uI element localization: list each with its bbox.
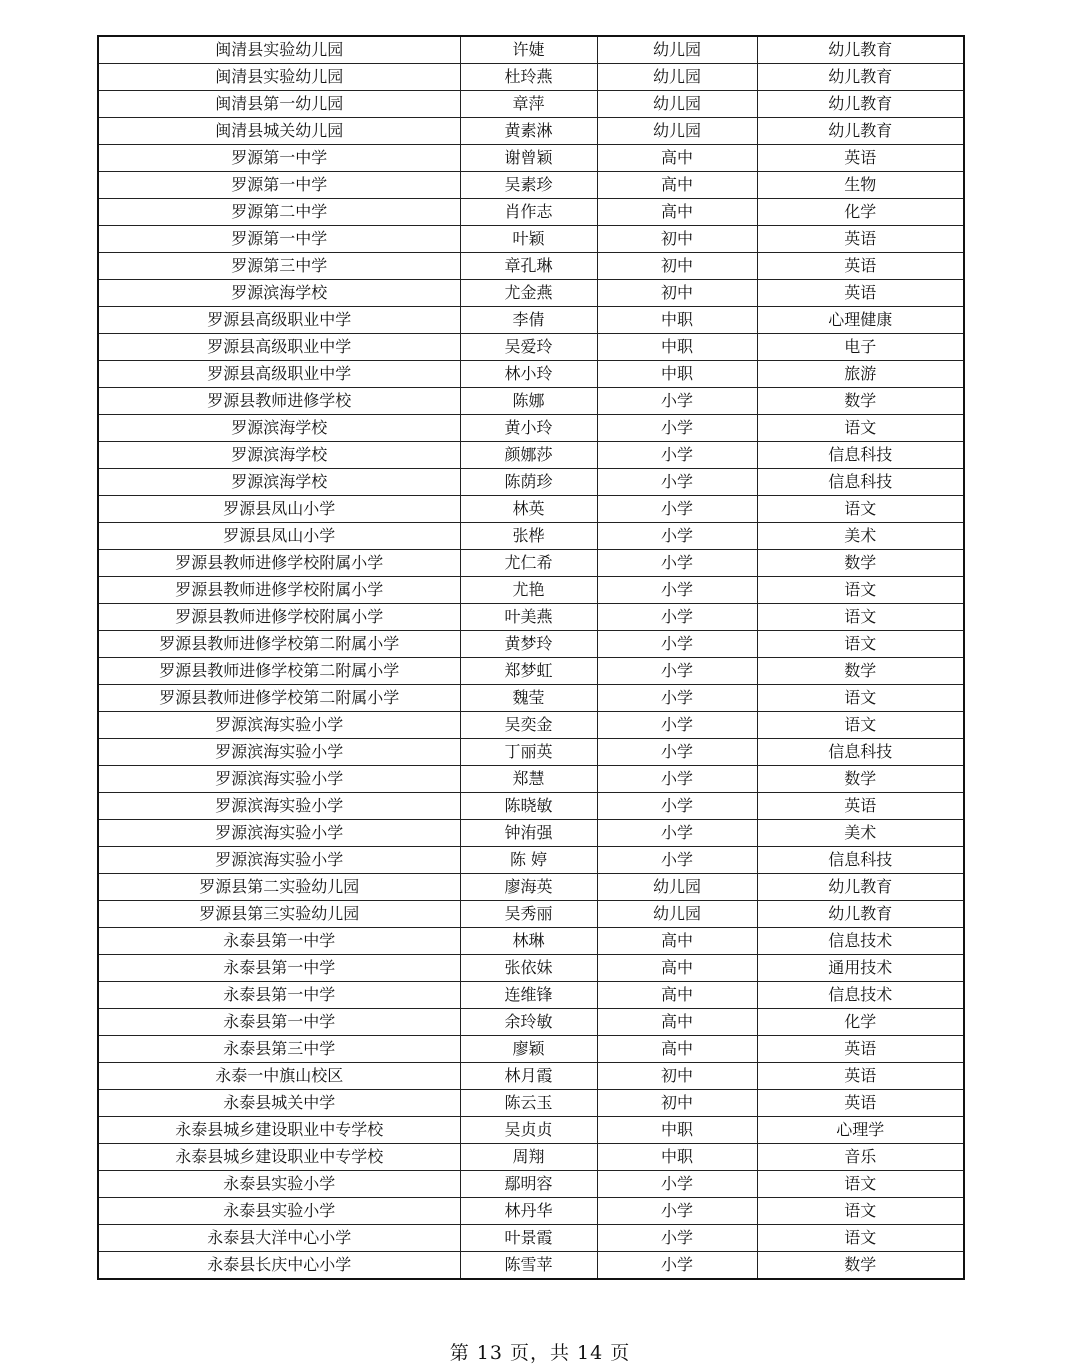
school-cell: 永泰县第三中学: [98, 1036, 460, 1063]
school-cell: 罗源县凤山小学: [98, 496, 460, 523]
school-cell: 永泰一中旗山校区: [98, 1063, 460, 1090]
school-level-cell: 小学: [597, 1252, 757, 1280]
teacher-name-cell: 钟洧强: [460, 820, 597, 847]
teacher-name-cell: 章萍: [460, 91, 597, 118]
school-cell: 罗源滨海学校: [98, 280, 460, 307]
subject-cell: 音乐: [757, 1144, 964, 1171]
school-cell: 罗源滨海实验小学: [98, 847, 460, 874]
teacher-name-cell: 黄素淋: [460, 118, 597, 145]
teacher-name-cell: 吴奕金: [460, 712, 597, 739]
teacher-name-cell: 尤金燕: [460, 280, 597, 307]
subject-cell: 美术: [757, 820, 964, 847]
subject-cell: 心理健康: [757, 307, 964, 334]
teacher-name-cell: 陈荫珍: [460, 469, 597, 496]
school-cell: 永泰县长庆中心小学: [98, 1252, 460, 1280]
school-cell: 永泰县第一中学: [98, 955, 460, 982]
school-cell: 闽清县第一幼儿园: [98, 91, 460, 118]
table-row: [98, 145, 964, 172]
school-level-cell: 小学: [597, 766, 757, 793]
table-row: [98, 604, 964, 631]
school-level-cell: 幼儿园: [597, 64, 757, 91]
school-cell: 罗源县第二实验幼儿园: [98, 874, 460, 901]
subject-cell: 语文: [757, 604, 964, 631]
teacher-name-cell: 郑慧: [460, 766, 597, 793]
school-level-cell: 幼儿园: [597, 901, 757, 928]
subject-cell: 英语: [757, 1090, 964, 1117]
school-level-cell: 小学: [597, 550, 757, 577]
teacher-name-cell: 陈晓敏: [460, 793, 597, 820]
teacher-name-cell: 尤艳: [460, 577, 597, 604]
subject-cell: 信息科技: [757, 847, 964, 874]
school-cell: 罗源县教师进修学校第二附属小学: [98, 685, 460, 712]
table-row: [98, 685, 964, 712]
school-cell: 罗源滨海学校: [98, 469, 460, 496]
teacher-name-cell: 张桦: [460, 523, 597, 550]
school-level-cell: 高中: [597, 928, 757, 955]
teacher-name-cell: 陈娜: [460, 388, 597, 415]
teacher-name-cell: 章孔琳: [460, 253, 597, 280]
school-cell: 罗源滨海实验小学: [98, 766, 460, 793]
subject-cell: 语文: [757, 712, 964, 739]
table-row: [98, 118, 964, 145]
school-cell: 罗源县第三实验幼儿园: [98, 901, 460, 928]
table-row: [98, 793, 964, 820]
subject-cell: 语文: [757, 577, 964, 604]
subject-cell: 数学: [757, 550, 964, 577]
subject-cell: 幼儿教育: [757, 64, 964, 91]
subject-cell: 英语: [757, 253, 964, 280]
subject-cell: 英语: [757, 1036, 964, 1063]
school-level-cell: 初中: [597, 1090, 757, 1117]
table-row: [98, 766, 964, 793]
school-level-cell: 小学: [597, 793, 757, 820]
subject-cell: 信息技术: [757, 982, 964, 1009]
school-level-cell: 幼儿园: [597, 91, 757, 118]
teacher-name-cell: 吴贞贞: [460, 1117, 597, 1144]
school-level-cell: 小学: [597, 469, 757, 496]
table-row: [98, 1225, 964, 1252]
table-row: [98, 577, 964, 604]
subject-cell: 英语: [757, 793, 964, 820]
teacher-name-cell: 杜玲燕: [460, 64, 597, 91]
subject-cell: 心理学: [757, 1117, 964, 1144]
school-cell: 罗源县教师进修学校附属小学: [98, 577, 460, 604]
school-level-cell: 小学: [597, 1171, 757, 1198]
teacher-name-cell: 叶景霞: [460, 1225, 597, 1252]
school-level-cell: 初中: [597, 226, 757, 253]
school-level-cell: 小学: [597, 442, 757, 469]
table-row: [98, 388, 964, 415]
subject-cell: 语文: [757, 631, 964, 658]
school-cell: 罗源滨海实验小学: [98, 793, 460, 820]
school-cell: 闽清县城关幼儿园: [98, 118, 460, 145]
subject-cell: 旅游: [757, 361, 964, 388]
table-row: [98, 874, 964, 901]
school-level-cell: 初中: [597, 253, 757, 280]
school-cell: 永泰县城关中学: [98, 1090, 460, 1117]
school-cell: 罗源第二中学: [98, 199, 460, 226]
teacher-name-cell: 郑梦虹: [460, 658, 597, 685]
table-row: [98, 280, 964, 307]
school-cell: 永泰县第一中学: [98, 1009, 460, 1036]
teacher-name-cell: 吴素珍: [460, 172, 597, 199]
table-row: [98, 226, 964, 253]
school-cell: 罗源县高级职业中学: [98, 361, 460, 388]
school-cell: 罗源县凤山小学: [98, 523, 460, 550]
table-row: [98, 442, 964, 469]
school-level-cell: 中职: [597, 1144, 757, 1171]
school-level-cell: 小学: [597, 712, 757, 739]
teacher-name-cell: 黄小玲: [460, 415, 597, 442]
teacher-name-cell: 陈雪苹: [460, 1252, 597, 1280]
subject-cell: 英语: [757, 1063, 964, 1090]
teacher-name-cell: 林小玲: [460, 361, 597, 388]
school-cell: 罗源滨海实验小学: [98, 820, 460, 847]
teacher-name-cell: 李倩: [460, 307, 597, 334]
school-level-cell: 中职: [597, 307, 757, 334]
subject-cell: 语文: [757, 1171, 964, 1198]
subject-cell: 信息科技: [757, 442, 964, 469]
subject-cell: 语文: [757, 496, 964, 523]
table-row: [98, 1252, 964, 1280]
school-cell: 罗源滨海实验小学: [98, 739, 460, 766]
subject-cell: 化学: [757, 1009, 964, 1036]
table-row: [98, 64, 964, 91]
school-level-cell: 小学: [597, 739, 757, 766]
teacher-name-cell: 颜娜莎: [460, 442, 597, 469]
teacher-roster-table: [97, 35, 965, 1280]
teacher-name-cell: 林英: [460, 496, 597, 523]
teacher-name-cell: 周翔: [460, 1144, 597, 1171]
subject-cell: 数学: [757, 766, 964, 793]
teacher-name-cell: 林月霞: [460, 1063, 597, 1090]
teacher-name-cell: 张依妹: [460, 955, 597, 982]
school-level-cell: 中职: [597, 1117, 757, 1144]
school-cell: 罗源第一中学: [98, 172, 460, 199]
teacher-name-cell: 魏莹: [460, 685, 597, 712]
table-row: [98, 1090, 964, 1117]
table-row: [98, 1009, 964, 1036]
subject-cell: 化学: [757, 199, 964, 226]
teacher-name-cell: 谢曾颖: [460, 145, 597, 172]
school-cell: 罗源第三中学: [98, 253, 460, 280]
school-cell: 罗源县高级职业中学: [98, 334, 460, 361]
school-cell: 永泰县城乡建设职业中专学校: [98, 1117, 460, 1144]
subject-cell: 电子: [757, 334, 964, 361]
school-level-cell: 小学: [597, 658, 757, 685]
table-row: [98, 36, 964, 64]
table-row: [98, 820, 964, 847]
subject-cell: 语文: [757, 1225, 964, 1252]
teacher-name-cell: 陈 婷: [460, 847, 597, 874]
subject-cell: 语文: [757, 685, 964, 712]
subject-cell: 信息技术: [757, 928, 964, 955]
school-level-cell: 小学: [597, 847, 757, 874]
subject-cell: 生物: [757, 172, 964, 199]
subject-cell: 数学: [757, 388, 964, 415]
teacher-name-cell: 吴爱玲: [460, 334, 597, 361]
table-row: [98, 199, 964, 226]
table-row: [98, 982, 964, 1009]
subject-cell: 数学: [757, 1252, 964, 1280]
teacher-name-cell: 林丹华: [460, 1198, 597, 1225]
school-cell: 永泰县第一中学: [98, 982, 460, 1009]
subject-cell: 美术: [757, 523, 964, 550]
teacher-name-cell: 黄梦玲: [460, 631, 597, 658]
school-level-cell: 初中: [597, 1063, 757, 1090]
school-cell: 罗源县教师进修学校: [98, 388, 460, 415]
teacher-name-cell: 丁丽英: [460, 739, 597, 766]
table-row: [98, 496, 964, 523]
school-cell: 罗源县高级职业中学: [98, 307, 460, 334]
teacher-roster-body: [98, 36, 964, 1279]
school-cell: 罗源第一中学: [98, 226, 460, 253]
table-row: [98, 523, 964, 550]
table-row: [98, 1036, 964, 1063]
teacher-name-cell: 连维锋: [460, 982, 597, 1009]
page-number-footer: 第 13 页，共 14 页: [449, 1342, 631, 1364]
subject-cell: 英语: [757, 280, 964, 307]
teacher-name-cell: 鄢明容: [460, 1171, 597, 1198]
table-row: [98, 1198, 964, 1225]
school-cell: 罗源滨海学校: [98, 442, 460, 469]
table-row: [98, 1117, 964, 1144]
table-row: [98, 253, 964, 280]
subject-cell: 幼儿教育: [757, 118, 964, 145]
school-cell: 永泰县实验小学: [98, 1171, 460, 1198]
school-cell: 罗源县教师进修学校第二附属小学: [98, 631, 460, 658]
subject-cell: 幼儿教育: [757, 874, 964, 901]
school-level-cell: 高中: [597, 955, 757, 982]
school-cell: 闽清县实验幼儿园: [98, 64, 460, 91]
teacher-name-cell: 尤仁希: [460, 550, 597, 577]
teacher-name-cell: 吴秀丽: [460, 901, 597, 928]
subject-cell: 英语: [757, 226, 964, 253]
subject-cell: 通用技术: [757, 955, 964, 982]
school-level-cell: 小学: [597, 604, 757, 631]
table-row: [98, 91, 964, 118]
teacher-name-cell: 叶颖: [460, 226, 597, 253]
school-cell: 永泰县大洋中心小学: [98, 1225, 460, 1252]
school-level-cell: 高中: [597, 172, 757, 199]
subject-cell: 英语: [757, 145, 964, 172]
school-level-cell: 幼儿园: [597, 36, 757, 64]
table-row: [98, 928, 964, 955]
table-row: [98, 658, 964, 685]
table-row: [98, 415, 964, 442]
school-cell: 闽清县实验幼儿园: [98, 36, 460, 64]
table-row: [98, 631, 964, 658]
school-level-cell: 幼儿园: [597, 118, 757, 145]
school-level-cell: 小学: [597, 577, 757, 604]
subject-cell: 幼儿教育: [757, 36, 964, 64]
table-row: [98, 550, 964, 577]
subject-cell: 幼儿教育: [757, 91, 964, 118]
table-row: [98, 1063, 964, 1090]
school-level-cell: 高中: [597, 199, 757, 226]
teacher-name-cell: 林琳: [460, 928, 597, 955]
teacher-name-cell: 许婕: [460, 36, 597, 64]
school-level-cell: 中职: [597, 361, 757, 388]
table-row: [98, 955, 964, 982]
school-level-cell: 小学: [597, 820, 757, 847]
school-level-cell: 高中: [597, 982, 757, 1009]
school-cell: 罗源县教师进修学校第二附属小学: [98, 658, 460, 685]
teacher-name-cell: 陈云玉: [460, 1090, 597, 1117]
school-cell: 罗源滨海实验小学: [98, 712, 460, 739]
school-level-cell: 小学: [597, 496, 757, 523]
subject-cell: 语文: [757, 415, 964, 442]
table-row: [98, 1171, 964, 1198]
subject-cell: 数学: [757, 658, 964, 685]
school-cell: 罗源滨海学校: [98, 415, 460, 442]
school-cell: 罗源县教师进修学校附属小学: [98, 604, 460, 631]
table-row: [98, 847, 964, 874]
school-level-cell: 初中: [597, 280, 757, 307]
table-row: [98, 1144, 964, 1171]
table-row: [98, 901, 964, 928]
subject-cell: 幼儿教育: [757, 901, 964, 928]
school-cell: 罗源县教师进修学校附属小学: [98, 550, 460, 577]
school-level-cell: 小学: [597, 1225, 757, 1252]
school-cell: 罗源第一中学: [98, 145, 460, 172]
school-level-cell: 幼儿园: [597, 874, 757, 901]
school-level-cell: 高中: [597, 145, 757, 172]
school-level-cell: 高中: [597, 1009, 757, 1036]
subject-cell: 信息科技: [757, 469, 964, 496]
table-row: [98, 469, 964, 496]
school-level-cell: 小学: [597, 388, 757, 415]
table-row: [98, 712, 964, 739]
table-row: [98, 334, 964, 361]
school-cell: 永泰县实验小学: [98, 1198, 460, 1225]
subject-cell: 语文: [757, 1198, 964, 1225]
school-level-cell: 小学: [597, 1198, 757, 1225]
school-level-cell: 小学: [597, 631, 757, 658]
teacher-name-cell: 肖作志: [460, 199, 597, 226]
school-level-cell: 小学: [597, 415, 757, 442]
school-cell: 永泰县城乡建设职业中专学校: [98, 1144, 460, 1171]
subject-cell: 信息科技: [757, 739, 964, 766]
school-level-cell: 中职: [597, 334, 757, 361]
teacher-name-cell: 廖海英: [460, 874, 597, 901]
teacher-name-cell: 廖颖: [460, 1036, 597, 1063]
table-row: [98, 739, 964, 766]
school-level-cell: 小学: [597, 523, 757, 550]
table-row: [98, 307, 964, 334]
table-row: [98, 361, 964, 388]
teacher-name-cell: 叶美燕: [460, 604, 597, 631]
school-cell: 永泰县第一中学: [98, 928, 460, 955]
school-level-cell: 小学: [597, 685, 757, 712]
table-row: [98, 172, 964, 199]
school-level-cell: 高中: [597, 1036, 757, 1063]
teacher-name-cell: 余玲敏: [460, 1009, 597, 1036]
